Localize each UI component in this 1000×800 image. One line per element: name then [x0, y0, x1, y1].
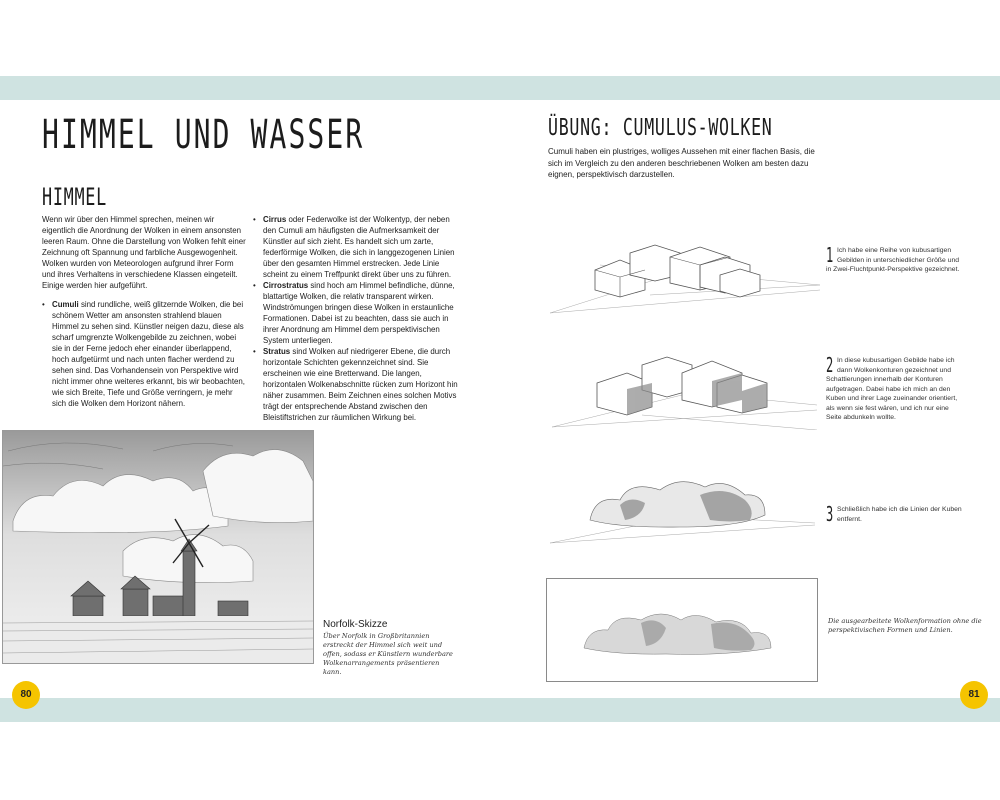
intro-paragraph: Wenn wir über den Himmel sprechen, meinen wir eigentlich die Anordnung der Wolken in einem ansonsten leeren Raum. Ohne die Darstellung von Wolken fehlt einer Zeichnung oft Spannung und farbliche Ausgewogenheit. Wolken wurden von Meteorologen aufgrund ihrer Form und ihres Verhaltens in verschiedene Klassen eingeteilt. Einige werden hier aufgeführt.: [42, 215, 246, 290]
step-1-cubes-drawing: [550, 235, 820, 315]
step-text: Ich habe eine Reihe von kubusartigen Gebilden in unterschiedlicher Größe und in Zwei-Fluchtpunkt-Perspektive gezeichnet.: [826, 247, 960, 273]
bottom-color-band: [0, 698, 1000, 722]
list-item-cirrus: [253, 214, 458, 280]
definition: sind rundliche, weiß glitzernde Wolken, die bei schönem Wetter am ansonsten strahlend blauen Himmel zu sehen sind. Künstler neigen dazu, diese als scharf umgrenzte Wolkengebilde zu zeichnen, wobei sie in der Ferne jedoch eher einander überlappend, hoch aufgetürmt und nach unten flacher werdend zu sehen sind. Das Vorhandensein von Perspektive wird nicht immer ohne weiteres erkannt, bis wir beobachten, wie sich Breite, Tiefe und Größe verringern, je mehr sich die Wolken dem Horizont nähern.: [52, 300, 245, 408]
term: Stratus: [263, 347, 291, 356]
step-number: 1: [826, 243, 834, 267]
exercise-title: ÜBUNG: CUMULUS-WOLKEN: [548, 115, 773, 141]
term: Cumuli: [52, 300, 79, 309]
final-drawing-caption: Die ausgearbeitete Wolkenformation ohne die perspektivischen Formen und Linien.: [828, 617, 982, 634]
step-number: 3: [826, 502, 834, 526]
list-item-stratus: [253, 346, 458, 423]
step-text: In diese kubusartigen Gebilde habe ich dann Wolkenkonturen gezeichnet und Schattierungen innerhalb der Konturen aufgetragen. Dabei habe ich mich an den Kuben und ihrer Lage zueinander orientiert, als wenn sie fest wären, und ich nur eine Seite abdunkeln wollte.: [826, 357, 958, 421]
definition: sind Wolken auf niedrigerer Ebene, die durch horizontale Schichten gekennzeichnet sind. Sie erscheinen wie eine Bretterwand. Die langen, horizontalen Wolkenabschnitte rücken zum Horizont hin näher zusammen. Beim Zeichnen eines solchen Motivs trägt der entsprechende Abstand zwischen den Bleistiftstrichen zur räumlichen Wirkung bei.: [263, 347, 458, 422]
sketch-caption-title: Norfolk-Skizze: [323, 619, 388, 630]
step-3-clouds-drawing: [550, 465, 820, 545]
section-heading: HIMMEL: [42, 183, 107, 211]
term: Cirrostratus: [263, 281, 309, 290]
step-1-description: [826, 243, 966, 275]
top-color-band: [0, 76, 1000, 100]
step-3-description: [826, 502, 966, 526]
definition: oder Federwolke ist der Wolkentyp, der neben den Cumuli am häufigsten die Aufmerksamkeit der Künstler auf sich zieht. Es handelt sich um zarte, federförmige Wolken, die sich in langgezogenen Linien über den gesamten Himmel erstrecken. Jede Linie scheint zu einem Treffpunkt direkt über uns zu führen.: [263, 215, 455, 279]
step-text: Schließlich habe ich die Linien der Kuben entfernt.: [837, 506, 962, 523]
term: Cirrus: [263, 215, 287, 224]
text-column-1: [42, 214, 247, 409]
step-2-shaded-cubes-drawing: [552, 345, 822, 430]
page-number-left: 80: [12, 681, 40, 709]
list-item-cirrostratus: [253, 280, 458, 346]
norfolk-sketch-image: [2, 430, 314, 664]
definition: sind hoch am Himmel befindliche, dünne, blattartige Wolken, die relativ transparent wirken. Windströmungen bringen diese Wolken in erstaunliche Formationen. Dabei ist zu beachten, dass sie auch in ihrer Anordnung am Himmel dem perspektivischen System unterliegen.: [263, 281, 455, 345]
step-number: 2: [826, 353, 834, 377]
list-item-cumuli: [42, 299, 247, 409]
step-2-description: [826, 353, 966, 423]
page-number-right: 81: [960, 681, 988, 709]
text-column-2: [253, 214, 458, 423]
exercise-intro: Cumuli haben ein plustriges, wolliges Aussehen mit einer flachen Basis, die sich im Vergleich zu den anderen beschriebenen Wolken am besten dazu eignen, perspektivisch darzustellen.: [548, 147, 815, 179]
final-cloud-formation-drawing: [546, 578, 818, 682]
page-title: HIMMEL UND WASSER: [42, 112, 365, 158]
sketch-caption-text: Über Norfolk in Großbritannien erstreckt der Himmel sich weit und offen, sodass er Künstlern wunderbare Wolkenarrangements präsentieren kann.: [323, 632, 453, 676]
